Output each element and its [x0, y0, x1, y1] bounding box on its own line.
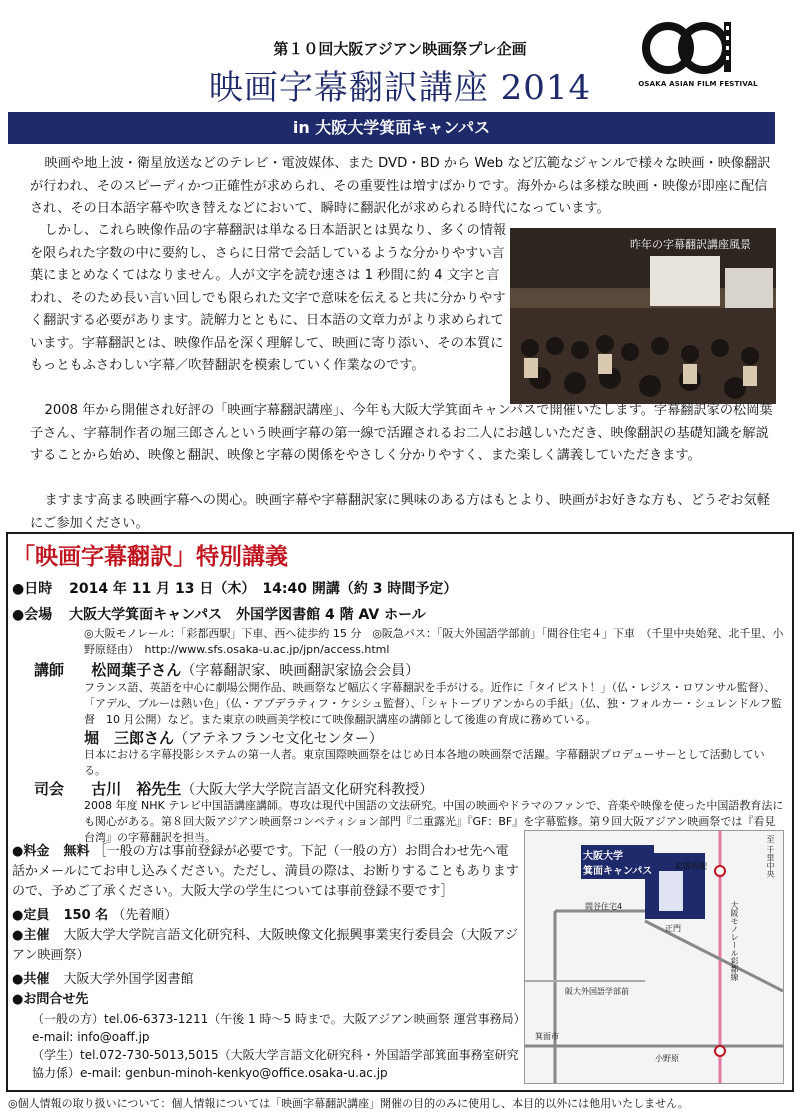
- venue-label: ●会場: [12, 607, 53, 623]
- cosponsor-value: 大阪大学外国学図書館: [63, 972, 194, 987]
- fee-block: [12, 842, 520, 1082]
- campus-map: [524, 830, 784, 1084]
- map-label-minoh: 箕面市: [535, 1032, 559, 1041]
- date-label: ●日時: [12, 581, 53, 597]
- fee-label: ●料金: [12, 844, 50, 859]
- festival-logo: [640, 12, 750, 104]
- intro-paragraph-1: 映画や地上波・衛星放送などのテレビ・電波媒体、また DVD・BD から Web など広範なジャンルで様々な映画・映像翻訳が行われ、そのスピーディかつ正確性が求められ、その重要性は増すばかりです。海外からは多様な映画・映像が即座に配信され、その日本語字幕や吹き替えなどにおいて、瞬時に翻訳化が求められる時代になっています。: [30, 156, 771, 216]
- map-label-onohara: 小野原: [655, 1054, 679, 1063]
- intro-paragraph-2: しかし、これら映像作品の字幕翻訳は単なる日本語訳とは異なり、多くの情報を限られた字数の中に要約し、さらに日常で会話しているような分かりやすい言葉にまとめなくてはなりません。人が文字を読む速さは 1 秒間に約 4 文字と言われ、そのため長い言い回しでも限られた文字で意味を伝えると共に分かりやすく翻訳する必要があります。読解力とともに、日本語の文章力がより求められています。字幕翻訳とは、映像作品を深く理解して、映画に寄り添い、その本質にもっともふさわしい字幕／吹替翻訳を模索していく作業なのです。: [30, 223, 507, 373]
- contact-general: （一般の方）tel.06-6373-1211（午後 1 時～5 時まで。大阪アジアン映画祭 運営事務局）e-mail: info@oaff.jp: [32, 1012, 520, 1044]
- lecturer-2: [84, 727, 383, 748]
- venue-value: 大阪大学箕面キャンパス 外国学図書館 4 階 AV ホール: [69, 607, 426, 623]
- venue-access: ◎大阪モノレール：「彩都西駅」下車、西へ徒歩約 15 分 ◎阪急バス：「阪大外国語学部前」「間谷住宅４」下車 （千里中央始発、北千里、小野原経由） http://www.sfs.osaka-u.ac.jp/jpn/access.html: [84, 627, 784, 656]
- lecturer-1-name: 松岡葉子さん: [91, 661, 182, 679]
- map-label-station: 彩都西駅: [675, 862, 707, 871]
- mc-name: 古川 裕先生: [91, 780, 182, 798]
- venue-banner: in 大阪大学箕面キャンパス: [8, 112, 775, 144]
- lecturer-label: 講師: [34, 661, 65, 679]
- lecturer-2-name: 堀 三郎さん: [84, 729, 175, 747]
- contact-label: ●お問合せ先: [12, 992, 89, 1007]
- cosponsor-label: ●共催: [12, 972, 50, 987]
- mc-bio: 2008 年度 NHK テレビ中国語講座講師。専攻は現代中国語の文法研究。中国の映画やドラマのファンで、音楽や映像を使った中国語教育法にも関心がある。第８回大阪アジアン映画祭コンペティション部門『二重露光』『GF：BF』を字幕監修。第９回大阪アジアン映画祭では『看見台湾』の字幕翻訳を担当。: [84, 799, 784, 844]
- fee-value: 無料: [63, 844, 90, 859]
- lecturer-2-affiliation: （アテネフランセ文化センター）: [174, 731, 383, 747]
- organizer-label: ●主催: [12, 928, 50, 943]
- intro-paragraph-3: 2008 年から開催され好評の「映画字幕翻訳講座」、今年も大阪大学箕面キャンパスで開催いたします。字幕翻訳家の松岡葉子さん、字幕制作者の堀三郎さんという映画字幕の第一線で活躍されるお二人にお越しいただき、映像翻訳の基礎知識を解説することから始め、映像と翻訳、映像と字幕の関係をやさしく分かりやすく、また楽しく講義していただきます。: [30, 403, 773, 463]
- lecturer-1-bio: フランス語、英語を中心に劇場公開作品、映画祭など幅広く字幕翻訳を手がける。近作に「タイピスト！」（仏・レジス・ロワンサル監督）、「アデル、ブルーは熱い色」（仏・アブデラティフ・ケシシュ監督）、「シャトーブリアンからの手紙」（仏、独・フォルカー・シュレンドルフ監督 10 月公開）など。また東京の映画美学校にて映像翻訳講座の講師として後進の育成に務めている。: [84, 681, 782, 726]
- lecturer-1: [34, 659, 419, 680]
- lecturer-2-bio: 日本における字幕投影システムの第一人者。東京国際映画祭をはじめ日本各地の映画祭で活躍。字幕翻訳プロデューサーとして活動している。: [84, 748, 765, 777]
- map-campus-label: 大阪大学 箕面キャンパス: [581, 845, 654, 879]
- pretitle: 第１０回大阪アジアン映画祭プレ企画: [273, 40, 527, 58]
- lecture-photo: [510, 228, 776, 404]
- mc-affiliation: （大阪大学大学院言語文化研究科教授）: [181, 782, 434, 798]
- page-title: 映画字幕翻訳講座 2014: [208, 68, 592, 108]
- map-label-senri: 至 千里中央: [766, 835, 775, 878]
- venue-row: [12, 604, 426, 624]
- date-value: 2014 年 11 月 13 日（木） 14:40 開講（約 3 時間予定）: [69, 581, 458, 597]
- lecturer-1-affiliation: （字幕翻訳家、映画翻訳家協会会員）: [181, 663, 420, 679]
- privacy-notice: ◎個人情報の取り扱いについて：個人情報については「映画字幕翻訳講座」開催の目的のみに使用し、本目的以外には他用いたしません。: [8, 1097, 689, 1110]
- map-label-gate: 正門: [665, 924, 681, 933]
- capacity-label: ●定員: [12, 908, 50, 923]
- capacity-value: 150 名: [63, 908, 109, 923]
- photo-caption: 昨年の字幕翻訳講座風景: [630, 238, 751, 251]
- map-label-faculty: 阪大外国語学部前: [565, 987, 629, 996]
- contact-student: （学生）tel.072-730-5013,5015（大阪大学言語文化研究科・外国語学部箕面事務室研究協力係）e-mail: genbun-minoh-kenkyo@office.osaka-u.ac.jp: [32, 1048, 519, 1080]
- lecture-photo-drawing: [510, 228, 776, 404]
- logo-text: OSAKA ASIAN FILM FESTIVAL: [638, 80, 758, 88]
- date-row: [12, 578, 457, 598]
- map-label-bus-stop: 間谷住宅4: [585, 902, 623, 911]
- intro-paragraph-4: ますます高まる映画字幕への関心。映画字幕や字幕翻訳家に興味のある方はもとより、映画がお好きな方も、どうぞお気軽にご参加ください。: [30, 493, 770, 531]
- lecture-title: 「映画字幕翻訳」特別講義: [12, 543, 288, 570]
- mc-label: 司会: [34, 780, 65, 798]
- mc: [34, 778, 433, 799]
- fee-note: ［一般の方は事前登録が必要です。下記（一般の方）お問合わせ先へ電話かメールにてお申し込みください。ただし、満員の際は、お断りすることもありますので、予めご了承ください。大阪大学の学生については事前登録不要です］: [12, 844, 519, 899]
- map-label-monorail: 大阪モノレール彩都線: [730, 901, 739, 981]
- capacity-note: （先着順）: [112, 908, 178, 923]
- organizer-value: 大阪大学大学院言語文化研究科、大阪映像文化振興事業実行委員会（大阪アジアン映画祭）: [12, 928, 518, 963]
